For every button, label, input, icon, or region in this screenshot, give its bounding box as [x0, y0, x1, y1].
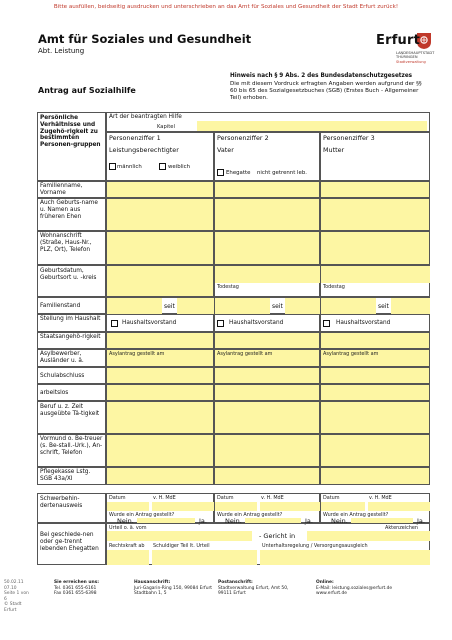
guardian-p3-field[interactable] — [320, 434, 430, 467]
label-household: Stellung im Haushalt — [37, 314, 106, 332]
disability-date-p1[interactable] — [107, 502, 149, 511]
citizenship-p3-field[interactable] — [320, 332, 430, 349]
marital-p3-since[interactable] — [391, 298, 430, 314]
birthdate-p1-field[interactable] — [106, 265, 214, 297]
household-head-p1-checkbox[interactable] — [111, 320, 118, 327]
guardian-p1-field[interactable] — [106, 434, 214, 467]
citizenship-p1-field[interactable] — [106, 332, 214, 349]
asylum-p1-field[interactable]: Asylantrag gestellt am — [106, 349, 214, 367]
privacy-notice-text: Die mit diesem Vordruck erfragten Angaben werden aufgrund der §§ 60 bis 65 des Sozialgesetzbuches (SGB) (Erstes Buch - Allgemeiner Teil) erhoben. — [230, 81, 422, 101]
marital-p1: seit — [106, 297, 214, 314]
household-head-p3-checkbox[interactable] — [323, 320, 330, 327]
verdict-date-field[interactable] — [107, 531, 252, 541]
court-field[interactable] — [307, 531, 430, 541]
birthdate-p3-cell: Todestag — [320, 265, 430, 297]
department-subtitle: Abt. Leistung — [38, 47, 85, 55]
name-p3-field[interactable] — [320, 181, 430, 198]
disability-pct-p3[interactable] — [368, 502, 430, 511]
label-guardian: Vormund o. Be-treuer (s. Be-stall.-Urk.), An-schrift, Telefon — [37, 434, 106, 467]
disability-date-p2[interactable] — [215, 502, 257, 511]
label-address: Wohnanschrift (Straße, Haus-Nr., PLZ, Ort), Telefon — [37, 231, 106, 265]
occupation-p1-field[interactable] — [106, 401, 214, 434]
asylum-p3-field[interactable]: Asylantrag gestellt am — [320, 349, 430, 367]
address-p1-field[interactable] — [106, 231, 214, 265]
name-p1-field[interactable] — [106, 181, 214, 198]
female-checkbox[interactable] — [109, 163, 116, 170]
birthdate-p3-field[interactable] — [321, 266, 430, 283]
disability-pct-p1[interactable] — [152, 502, 214, 511]
person3-header: Personenziffer 3 Mutter — [320, 132, 430, 181]
unemployed-p1-field[interactable] — [106, 384, 214, 401]
label-birthname: Auch Geburts-name u. Namen aus früheren Ehen — [37, 198, 106, 231]
household-p3: Haushaltsvorstand — [320, 314, 430, 332]
footer-address: Hausanschrift: Juri-Gagarin-Ring 150, 99084 Erfurt Stadtbahn 1, 5 — [134, 580, 213, 596]
birthdate-p2-field[interactable] — [215, 266, 320, 283]
person1-header: Personenziffer 1 Leistungsberechtigter männlich weiblich — [106, 132, 214, 181]
footer-contact: Sie erreichen uns: Tel. 0361 655-6161 Fax 0361 655-6398 — [54, 580, 99, 596]
form-title: Antrag auf Sozialhilfe — [38, 86, 136, 95]
asylum-p2-field[interactable]: Asylantrag gestellt am — [214, 349, 320, 367]
care-p2-field[interactable] — [214, 467, 320, 485]
birthdate-p2-cell: Todestag — [214, 265, 320, 297]
legal-force-field[interactable] — [107, 550, 149, 565]
logo-wordmark: Erfurt — [376, 33, 421, 48]
label-disability: Schwerbehin-dertenausweis — [37, 493, 106, 523]
label-school: Schulabschluss — [37, 367, 106, 384]
birthname-p3-field[interactable] — [320, 198, 430, 231]
citizenship-p2-field[interactable] — [214, 332, 320, 349]
disability-p2: Datum v. H. MdE Wurde ein Antrag gestellt? Nein. Ja. — [214, 493, 320, 523]
disability-p3: Datum v. H. MdE Wurde ein Antrag gestellt? Nein. Ja. — [320, 493, 430, 523]
top-instruction: Bitte ausfüllen, beidseitig ausdrucken und unterschrieben an das Amt für Soziales und Gesundheit der Stadt Erfurt zurück! — [53, 4, 399, 10]
logo-subtitle: LANDESHAUPTSTADT THÜRINGEN Stadtverwaltung — [396, 51, 435, 64]
marital-p1-since[interactable] — [177, 298, 214, 314]
birthname-p2-field[interactable] — [214, 198, 320, 231]
occupation-p3-field[interactable] — [320, 401, 430, 434]
disability-pct-p2[interactable] — [260, 502, 320, 511]
privacy-notice-heading: Hinweis nach § 9 Abs. 2 des Bundesdatenschutzgesetzes — [230, 73, 413, 79]
school-p3-field[interactable] — [320, 367, 430, 384]
label-divorced: Bei geschiede-nen oder ge-trennt lebenden Ehegatten — [37, 523, 106, 565]
unemployed-p2-field[interactable] — [214, 384, 320, 401]
aid-type-field[interactable] — [197, 121, 427, 131]
corner-cell: Persönliche Verhältnisse und Zugehö-rigkeit zu bestimmten Personen-gruppen — [37, 112, 106, 181]
address-p3-field[interactable] — [320, 231, 430, 265]
label-asylum: Asylbewerber, Ausländer u. ä. — [37, 349, 106, 367]
form-code: 50.02.11 07.10 Seite 1 von 6 © Stadt Erfurt — [4, 580, 29, 613]
footer-online: Online: E-Mail: leistung.soziales@erfurt.de www.erfurt.de — [316, 580, 393, 596]
label-occupation: Beruf u. z. Zeit ausgeübte Tä-tigkeit — [37, 401, 106, 434]
label-birthdate: Geburtsdatum, Geburtsort u. -kreis — [37, 265, 106, 297]
disability-date-p3[interactable] — [321, 502, 365, 511]
label-unemployed: arbeitslos — [37, 384, 106, 401]
male-checkbox[interactable] — [159, 163, 166, 170]
aid-type-cell: Art der beantragten Hilfe Kapitel — [106, 112, 430, 132]
household-p2: Haushaltsvorstand — [214, 314, 320, 332]
name-p2-field[interactable] — [214, 181, 320, 198]
person2-header: Personenziffer 2 Vater Ehegatte nicht getrennt leb. — [214, 132, 320, 181]
label-name: Familienname, Vorname — [37, 181, 106, 198]
divorced-area: Urteil o. ä. vom Aktenzeichen - Gericht in Rechtskraft ab Schuldiger Teil lt. Urteil Unterhaltsregelung / Versorgungsausgleich — [106, 523, 430, 565]
birthname-p1-field[interactable] — [106, 198, 214, 231]
maintenance-field[interactable] — [260, 550, 430, 565]
household-head-p2-checkbox[interactable] — [217, 320, 224, 327]
marital-p3: seit — [320, 297, 430, 314]
marital-p2: seit — [214, 297, 320, 314]
marital-p2-since[interactable] — [285, 298, 320, 314]
marital-p3-field[interactable] — [321, 298, 376, 314]
household-p1: Haushaltsvorstand — [106, 314, 214, 332]
marital-p2-field[interactable] — [215, 298, 270, 314]
address-p2-field[interactable] — [214, 231, 320, 265]
care-p1-field[interactable] — [106, 467, 214, 485]
unemployed-p3-field[interactable] — [320, 384, 430, 401]
footer-postal: Postanschrift: Stadtverwaltung Erfurt, Amt 50, 99111 Erfurt — [218, 580, 289, 596]
office-title: Amt für Soziales und Gesundheit — [38, 32, 252, 46]
marital-p1-field[interactable] — [107, 298, 162, 314]
label-citizenship: Staatsangehö-rigkeit — [37, 332, 106, 349]
label-marital: Familienstand — [37, 297, 106, 314]
guilty-party-field[interactable] — [152, 550, 257, 565]
occupation-p2-field[interactable] — [214, 401, 320, 434]
disability-p1: Datum v. H. MdE Wurde ein Antrag gestellt? Nein. Ja. — [106, 493, 214, 523]
label-care-insurance: Pflegekasse Lstg. SGB 43a/XI — [37, 467, 106, 485]
spouse-checkbox[interactable] — [217, 169, 224, 176]
guardian-p2-field[interactable] — [214, 434, 320, 467]
school-p1-field[interactable] — [106, 367, 214, 384]
school-p2-field[interactable] — [214, 367, 320, 384]
care-p3-field[interactable] — [320, 467, 430, 485]
